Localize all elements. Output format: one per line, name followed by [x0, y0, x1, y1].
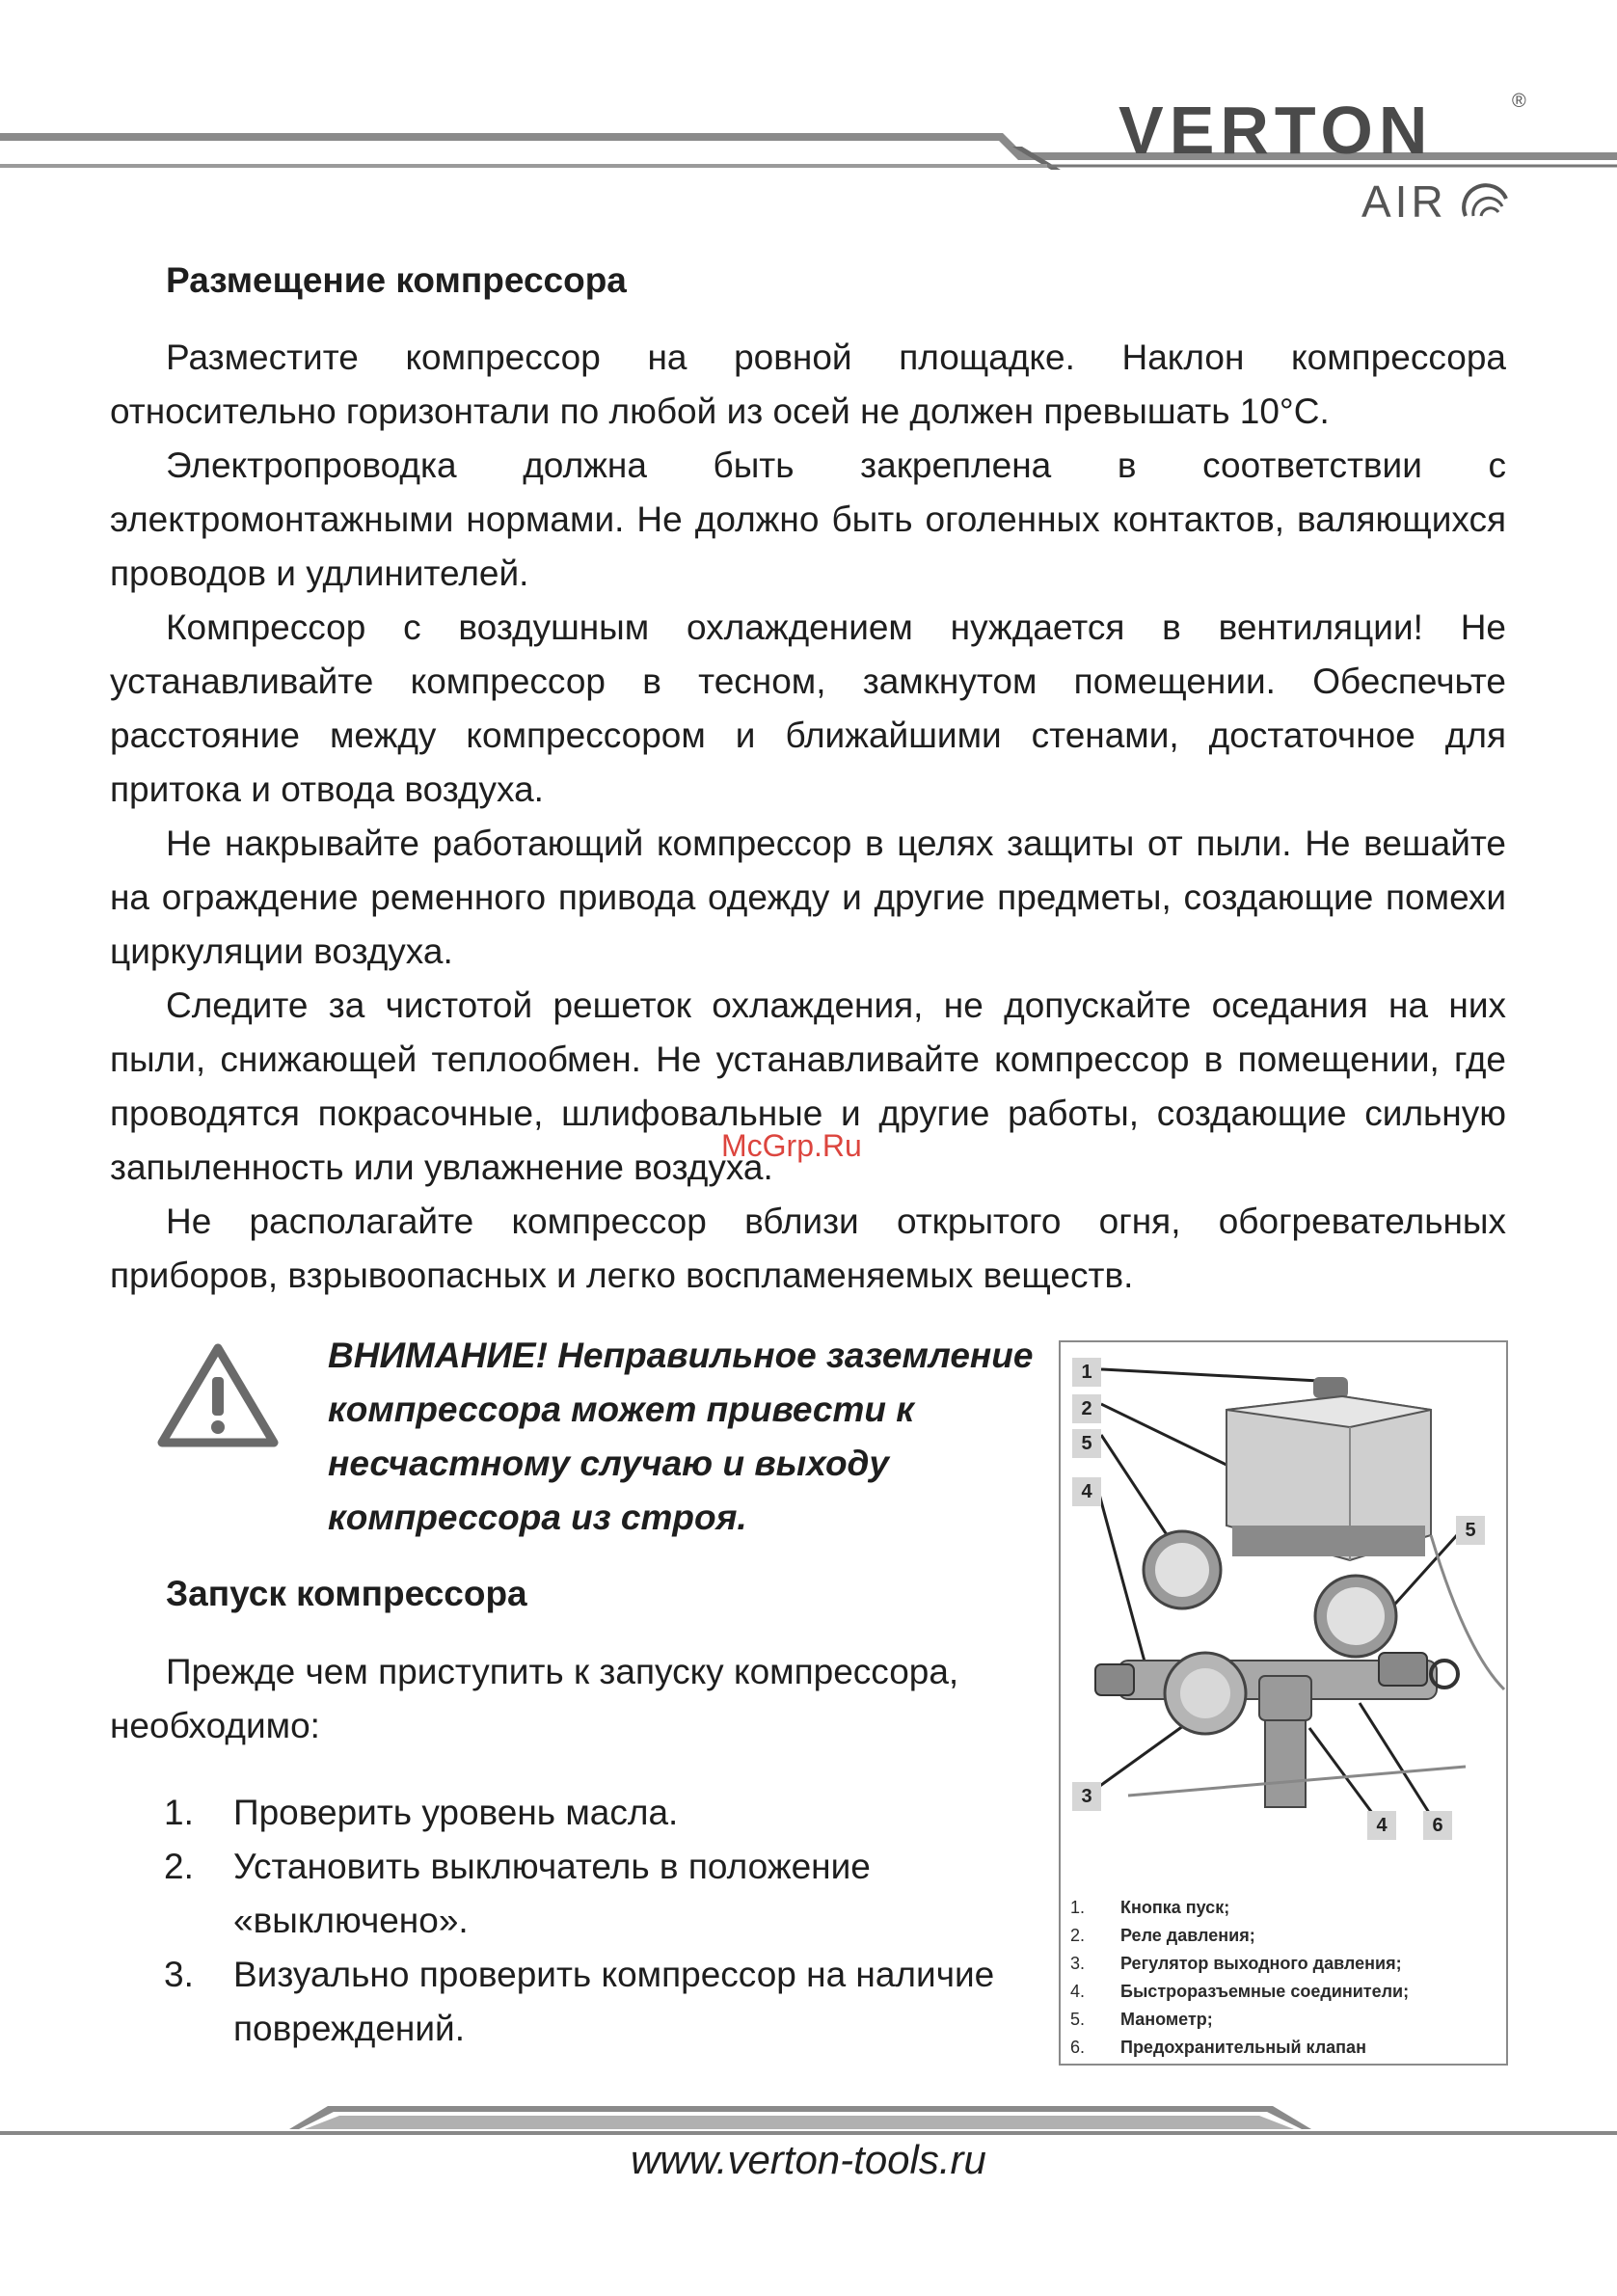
legend-number: 6.	[1070, 2038, 1086, 2057]
legend-text: Реле давления;	[1120, 1926, 1255, 1945]
legend-number: 4.	[1070, 1982, 1086, 2001]
legend-number: 3.	[1070, 1954, 1086, 1973]
sub-brand-logo: AIR	[1361, 176, 1447, 227]
callout-label: 4	[1367, 1811, 1396, 1840]
legend-item	[1070, 1922, 1495, 1950]
step-text: Установить выключатель в положение «выключено».	[233, 1847, 871, 1940]
legend-item	[1070, 2034, 1495, 2062]
step-number: 1.	[164, 1793, 194, 1832]
callout-label: 6	[1423, 1811, 1452, 1840]
callout-label: 3	[1072, 1782, 1101, 1811]
legend-item	[1070, 1950, 1495, 1978]
legend-text: Быстроразъемные соединители;	[1120, 1982, 1410, 2001]
legend-text: Предохранительный клапан	[1120, 2038, 1366, 2057]
step-number: 3.	[164, 1955, 194, 1994]
air-swirl-icon	[1462, 179, 1510, 218]
warning-triangle-icon	[156, 1342, 280, 1450]
startup-intro: Прежде чем приступить к запуску компрессора, необходимо:	[110, 1652, 959, 1745]
callout-label: 1	[1072, 1358, 1101, 1387]
legend-item	[1070, 2006, 1495, 2034]
callout-label: 2	[1072, 1394, 1101, 1423]
paragraph-6: Не располагайте компрессор вблизи открытого огня, обогревательных приборов, взрывоопасных и легко воспламеняемых веществ.	[110, 1202, 1506, 1295]
callout-label: 5	[1456, 1516, 1485, 1545]
step-text: Проверить уровень масла.	[233, 1793, 679, 1832]
footer-decor-lines	[0, 2102, 1617, 2141]
paragraph-3: Компрессор с воздушным охлаждением нуждается в вентиляции! Не устанавливайте компрессор в тесном, замкнутом помещении. Обеспечьте расстояние между компрессором и ближайшими стенами, достаточное для притока и отвода воздуха.	[110, 608, 1506, 809]
list-item	[164, 1840, 1032, 1948]
pressure-switch-figure	[1059, 1340, 1508, 2066]
legend-number: 2.	[1070, 1926, 1086, 1945]
footer-website-link[interactable]: www.verton-tools.ru	[631, 2137, 986, 2182]
legend-text: Кнопка пуск;	[1120, 1898, 1230, 1917]
step-text: Визуально проверить компрессор на наличие повреждений.	[233, 1955, 995, 2048]
brand-logo: VERTON	[1118, 93, 1434, 168]
legend-number: 1.	[1070, 1898, 1086, 1917]
list-item	[164, 1786, 1032, 1840]
paragraph-4: Не накрывайте работающий компрессор в целях защиты от пыли. Не вешайте на ограждение ременного привода одежду и другие предметы, создающие помехи циркуляции воздуха.	[110, 824, 1506, 971]
pressure-switch-illustration	[1061, 1342, 1506, 1882]
warning-text: ВНИМАНИЕ! Неправильное заземление компрессора может привести к несчастному случаю и выходу компрессора из строя.	[328, 1336, 1034, 1537]
startup-steps-list	[164, 1786, 1032, 2056]
legend-text: Регулятор выходного давления;	[1120, 1954, 1402, 1973]
list-item	[164, 1948, 1032, 2056]
figure-legend	[1070, 1894, 1495, 2062]
paragraph-5: Следите за чистотой решеток охлаждения, не допускайте оседания на них пыли, снижающей теплообмен. Не устанавливайте компрессор в помещении, где проводятся покрасочные, шлифовальные и другие работы, создающие сильную запыленность или увлажнение воздуха.	[110, 986, 1506, 1187]
legend-number: 5.	[1070, 2010, 1086, 2029]
section-title-startup: Запуск компрессора	[166, 1574, 527, 1613]
legend-text: Манометр;	[1120, 2010, 1213, 2029]
paragraph-1: Разместите компрессор на ровной площадке. Наклон компрессора относительно горизонтали по любой из осей не должен превышать 10°С.	[110, 338, 1506, 431]
step-number: 2.	[164, 1847, 194, 1886]
section-title-placement: Размещение компрессора	[166, 260, 627, 300]
callout-label: 5	[1072, 1429, 1101, 1458]
legend-item	[1070, 1894, 1495, 1922]
paragraph-2: Электропроводка должна быть закреплена в соответствии с электромонтажными нормами. Не должно быть оголенных контактов, валяющихся проводов и удлинителей.	[110, 446, 1506, 593]
watermark: McGrp.Ru	[721, 1128, 862, 1163]
legend-item	[1070, 1978, 1495, 2006]
callout-label: 4	[1072, 1477, 1101, 1506]
registered-mark: ®	[1512, 91, 1526, 112]
